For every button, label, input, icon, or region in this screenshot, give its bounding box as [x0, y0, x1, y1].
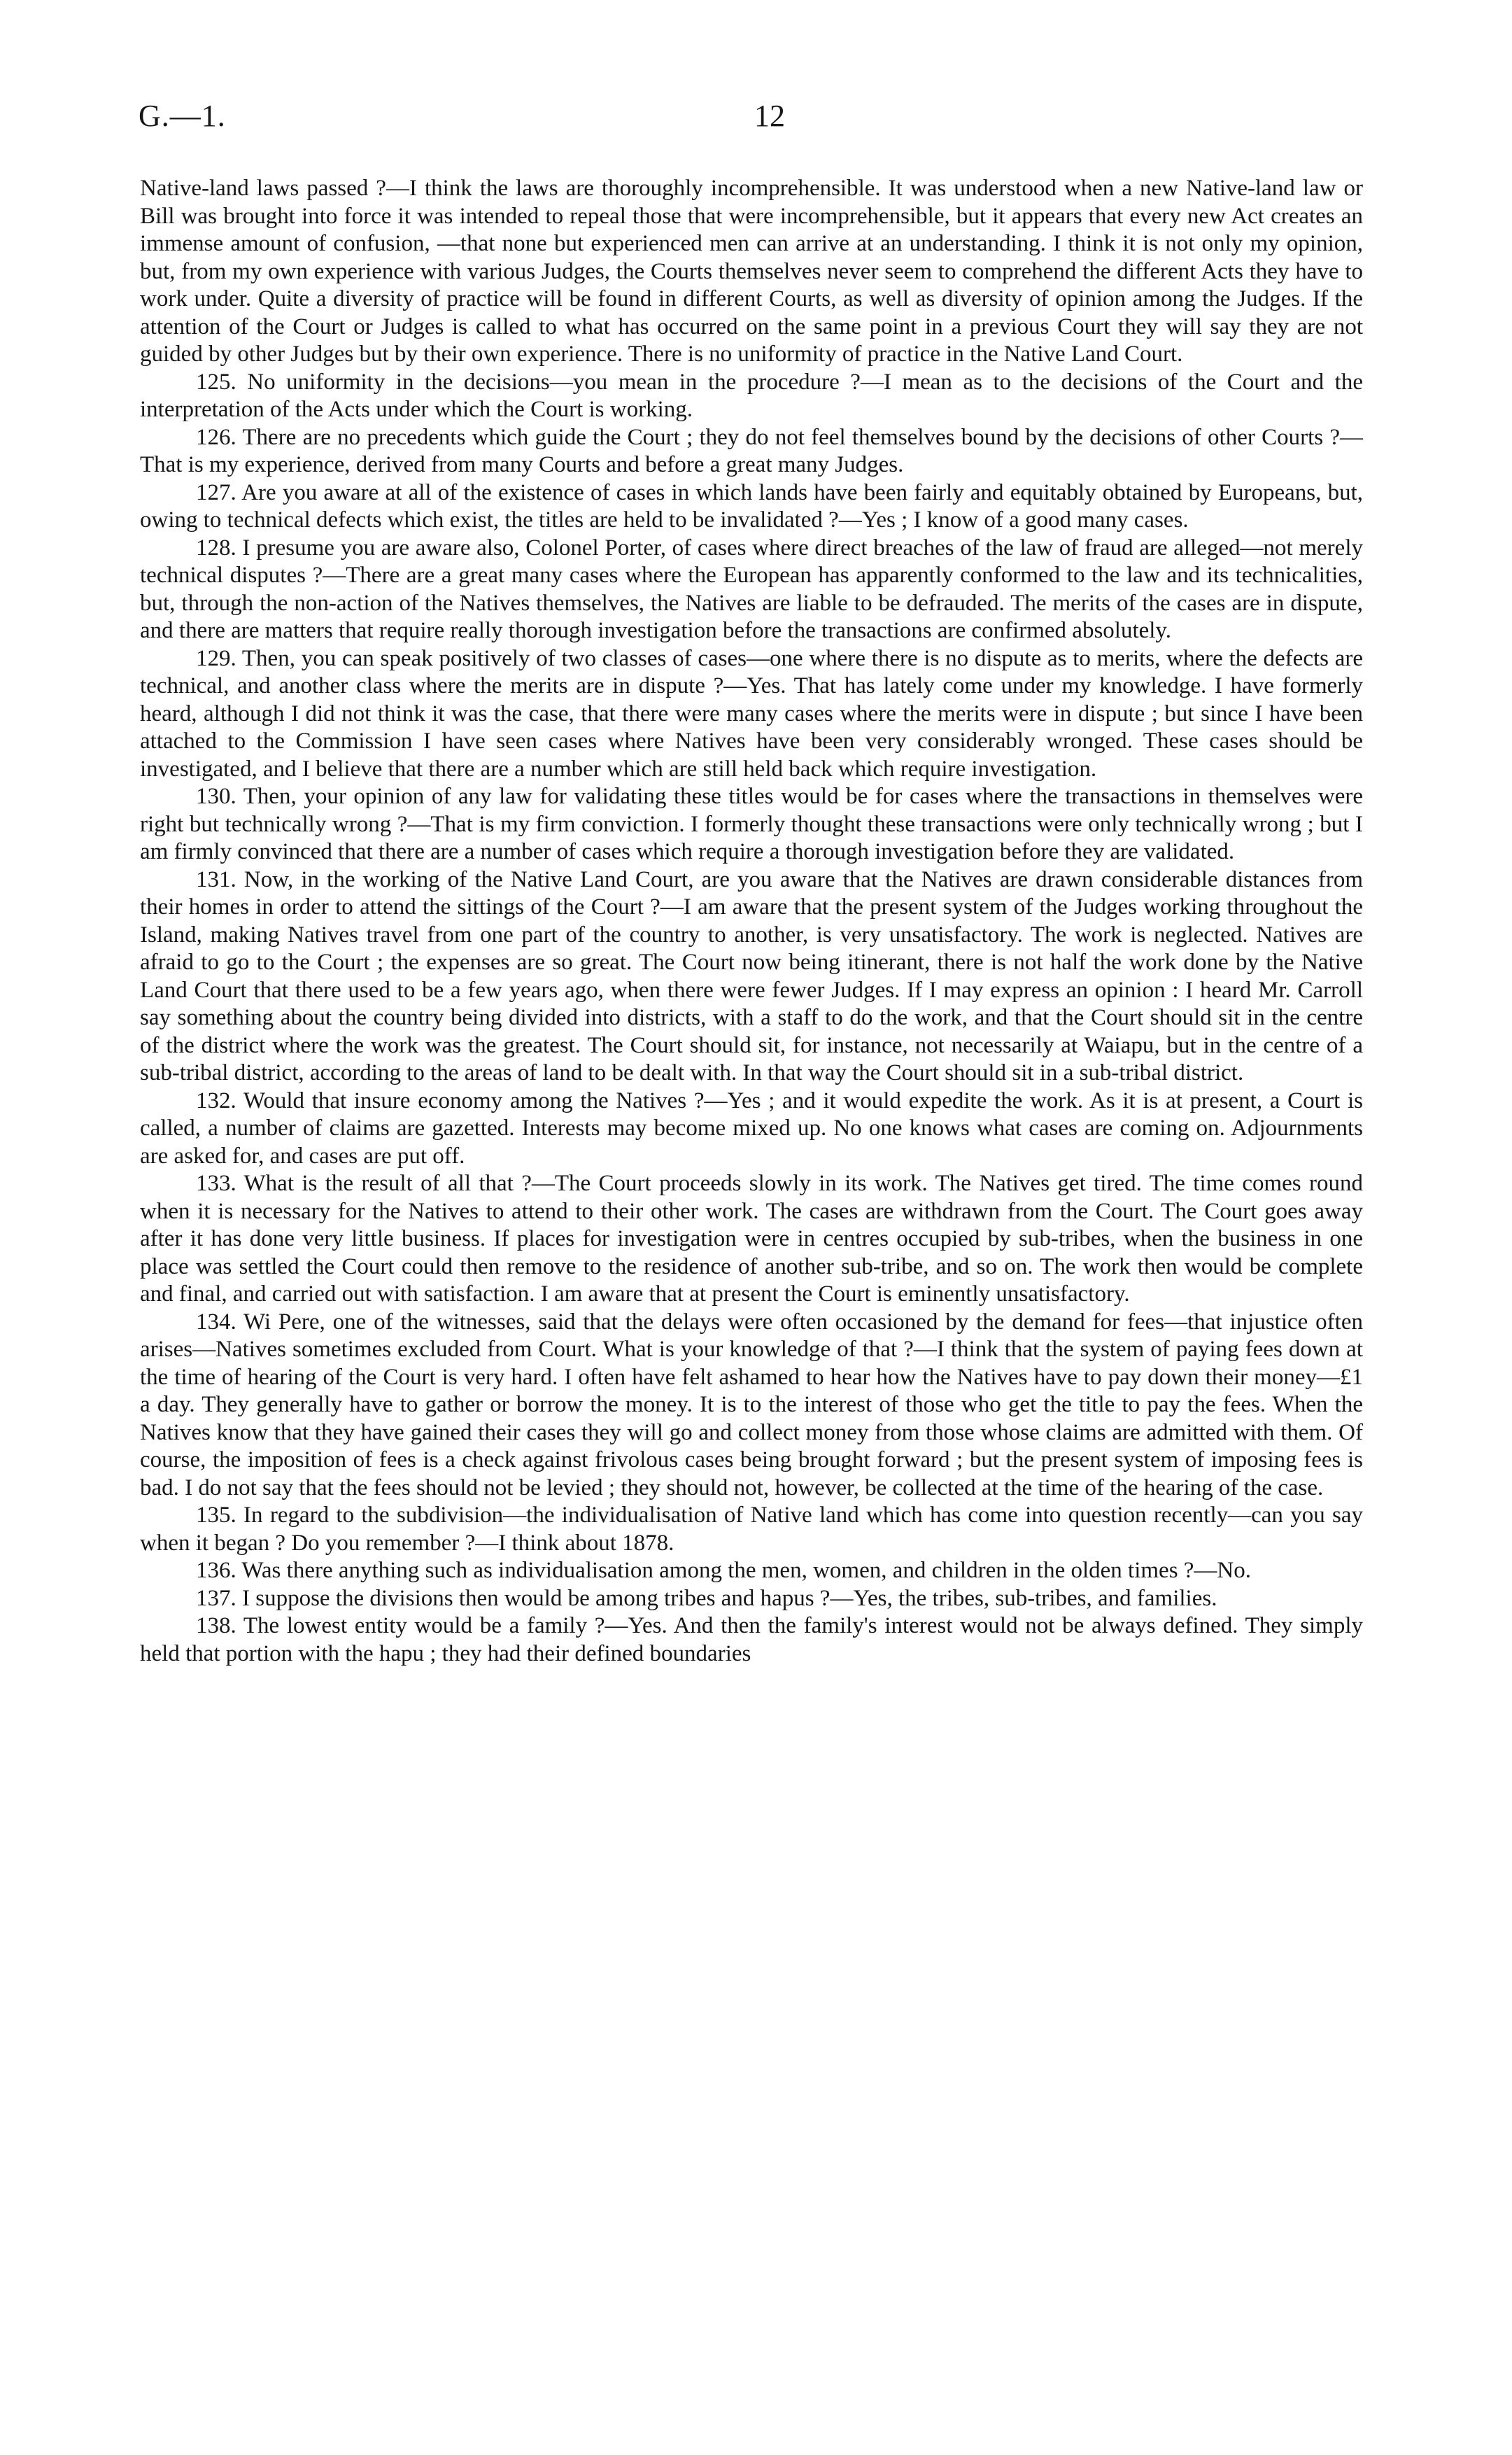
paragraph-continuation: Native-land laws passed ?—I think the laws are thoroughly incomprehensible. It was understood when a new Native-land law or Bill was brought into force it was intended to repeal those that were incomprehensible, but it appears that every new Act creates an immense amount of confusion, —that none but experienced men can arrive at an understanding. I think it is not only my opinion, but, from my own experience with various Judges, the Courts themselves never seem to comprehend the different Acts they have to work under. Quite a diversity of practice will be found in different Courts, as well as diversity of opinion among the Judges. If the attention of the Court or Judges is called to what has occurred on the same point in a previous Court they will say they are not guided by other Judges but by their own experience. There is no uniformity of practice in the Native Land Court.	[140, 176, 1363, 367]
body-text	[140, 175, 1363, 1668]
paragraph-126: 126. There are no precedents which guide the Court ; they do not feel themselves bound by the decisions of other Courts ?—That is my experience, derived from many Courts and before a great many Judges.	[140, 424, 1363, 477]
paragraph-138: 138. The lowest entity would be a family ?—Yes. And then the family's interest would not be always defined. They simply held that portion with the hapu ; they had their defined boundaries	[140, 1613, 1363, 1666]
page-number: 12	[754, 99, 785, 133]
paragraph-133: 133. What is the result of all that ?—The Court proceeds slowly in its work. The Natives get tired. The time comes round when it is necessary for the Natives to attend to their other work. The cases are withdrawn from the Court. The Court goes away after it has done very little business. If places for investigation were in centres occupied by sub-tribes, when the business in one place was settled the Court could then remove to the residence of another sub-tribe, and so on. The work then would be complete and final, and carried out with satisfaction. I am aware that at present the Court is eminently unsatisfactory.	[140, 1171, 1363, 1307]
paragraph-125: 125. No uniformity in the decisions—you mean in the procedure ?—I mean as to the decisions of the Court and the interpretation of the Acts under which the Court is working.	[140, 369, 1363, 422]
paragraph-127: 127. Are you aware at all of the existence of cases in which lands have been fairly and equitably obtained by Europeans, but, owing to technical defects which exist, the titles are held to be invalidated ?—Yes ; I know of a good many cases.	[140, 479, 1363, 533]
paragraph-131: 131. Now, in the working of the Native Land Court, are you aware that the Natives are drawn considerable distances from their homes in order to attend the sittings of the Court ?—I am aware that the present system of the Judges working throughout the Island, making Natives travel from one part of the country to another, is very unsatisfactory. The work is neglected. Natives are afraid to go to the Court ; the expenses are so great. The Court now being itinerant, there is not half the work done by the Native Land Court that there used to be a few years ago, when there were fewer Judges. If I may express an opinion : I heard Mr. Carroll say something about the country being divided into districts, with a staff to do the work, and that the Court should sit in the centre of the district where the work was the greatest. The Court should sit, for instance, not necessarily at Waiapu, but in the centre of a sub-tribal district, according to the areas of land to be dealt with. In that way the Court should sit in a sub-tribal district.	[140, 866, 1363, 1085]
document-reference: G.—1.	[139, 99, 226, 133]
page-header	[139, 98, 1384, 140]
paragraph-130: 130. Then, your opinion of any law for validating these titles would be for cases where the transactions in themselves were right but technically wrong ?—That is my firm conviction. I formerly thought these transactions were only technically wrong ; but I am firmly convinced that there are a number of cases which require a thorough investigation before they are validated.	[140, 784, 1363, 864]
paragraph-134: 134. Wi Pere, one of the witnesses, said that the delays were often occasioned by the demand for fees—that injustice often arises—Natives sometimes excluded from Court. What is your knowledge of that ?—I think that the system of paying fees down at the time of hearing of the Court is very hard. I often have felt ashamed to hear how the Natives have to pay down their money—£1 a day. They generally have to gather or borrow the money. It is to the interest of those who get the title to pay the fees. When the Natives know that they have gained their cases they will go and collect money from those whose claims are admitted with them. Of course, the imposition of fees is a check against frivolous cases being brought forward ; but the present system of imposing fees is bad. I do not say that the fees should not be levied ; they should not, however, be collected at the time of the hearing of the case.	[140, 1309, 1363, 1500]
paragraph-129: 129. Then, you can speak positively of two classes of cases—one where there is no dispute as to merits, where the defects are technical, and another class where the merits are in dispute ?—Yes. That has lately come under my knowledge. I have formerly heard, although I did not think it was the case, that there were many cases where the merits were in dispute ; but since I have been attached to the Commission I have seen cases where Natives have been very considerably wronged. These cases should be investigated, and I believe that there are a number which are still held back which require investigation.	[140, 645, 1363, 782]
paragraph-135: 135. In regard to the subdivision—the individualisation of Native land which has come into question recently—can you say when it began ? Do you remember ?—I think about 1878.	[140, 1503, 1363, 1556]
paragraph-137: 137. I suppose the divisions then would be among tribes and hapus ?—Yes, the tribes, sub-tribes, and families.	[196, 1585, 1217, 1611]
paragraph-132: 132. Would that insure economy among the Natives ?—Yes ; and it would expedite the work. As it is at present, a Court is called, a number of claims are gazetted. Interests may become mixed up. No one knows what cases are coming on. Adjournments are asked for, and cases are put off.	[140, 1088, 1363, 1169]
paragraph-128: 128. I presume you are aware also, Colonel Porter, of cases where direct breaches of the law of fraud are alleged—not merely technical disputes ?—There are a great many cases where the European has apparently conformed to the law and its technicalities, but, through the non-action of the Natives themselves, the Natives are liable to be defrauded. The merits of the cases are in dispute, and there are matters that require really thorough investigation before the transactions are confirmed absolutely.	[140, 535, 1363, 643]
paragraph-136: 136. Was there anything such as individualisation among the men, women, and children in the olden times ?—No.	[196, 1558, 1252, 1583]
